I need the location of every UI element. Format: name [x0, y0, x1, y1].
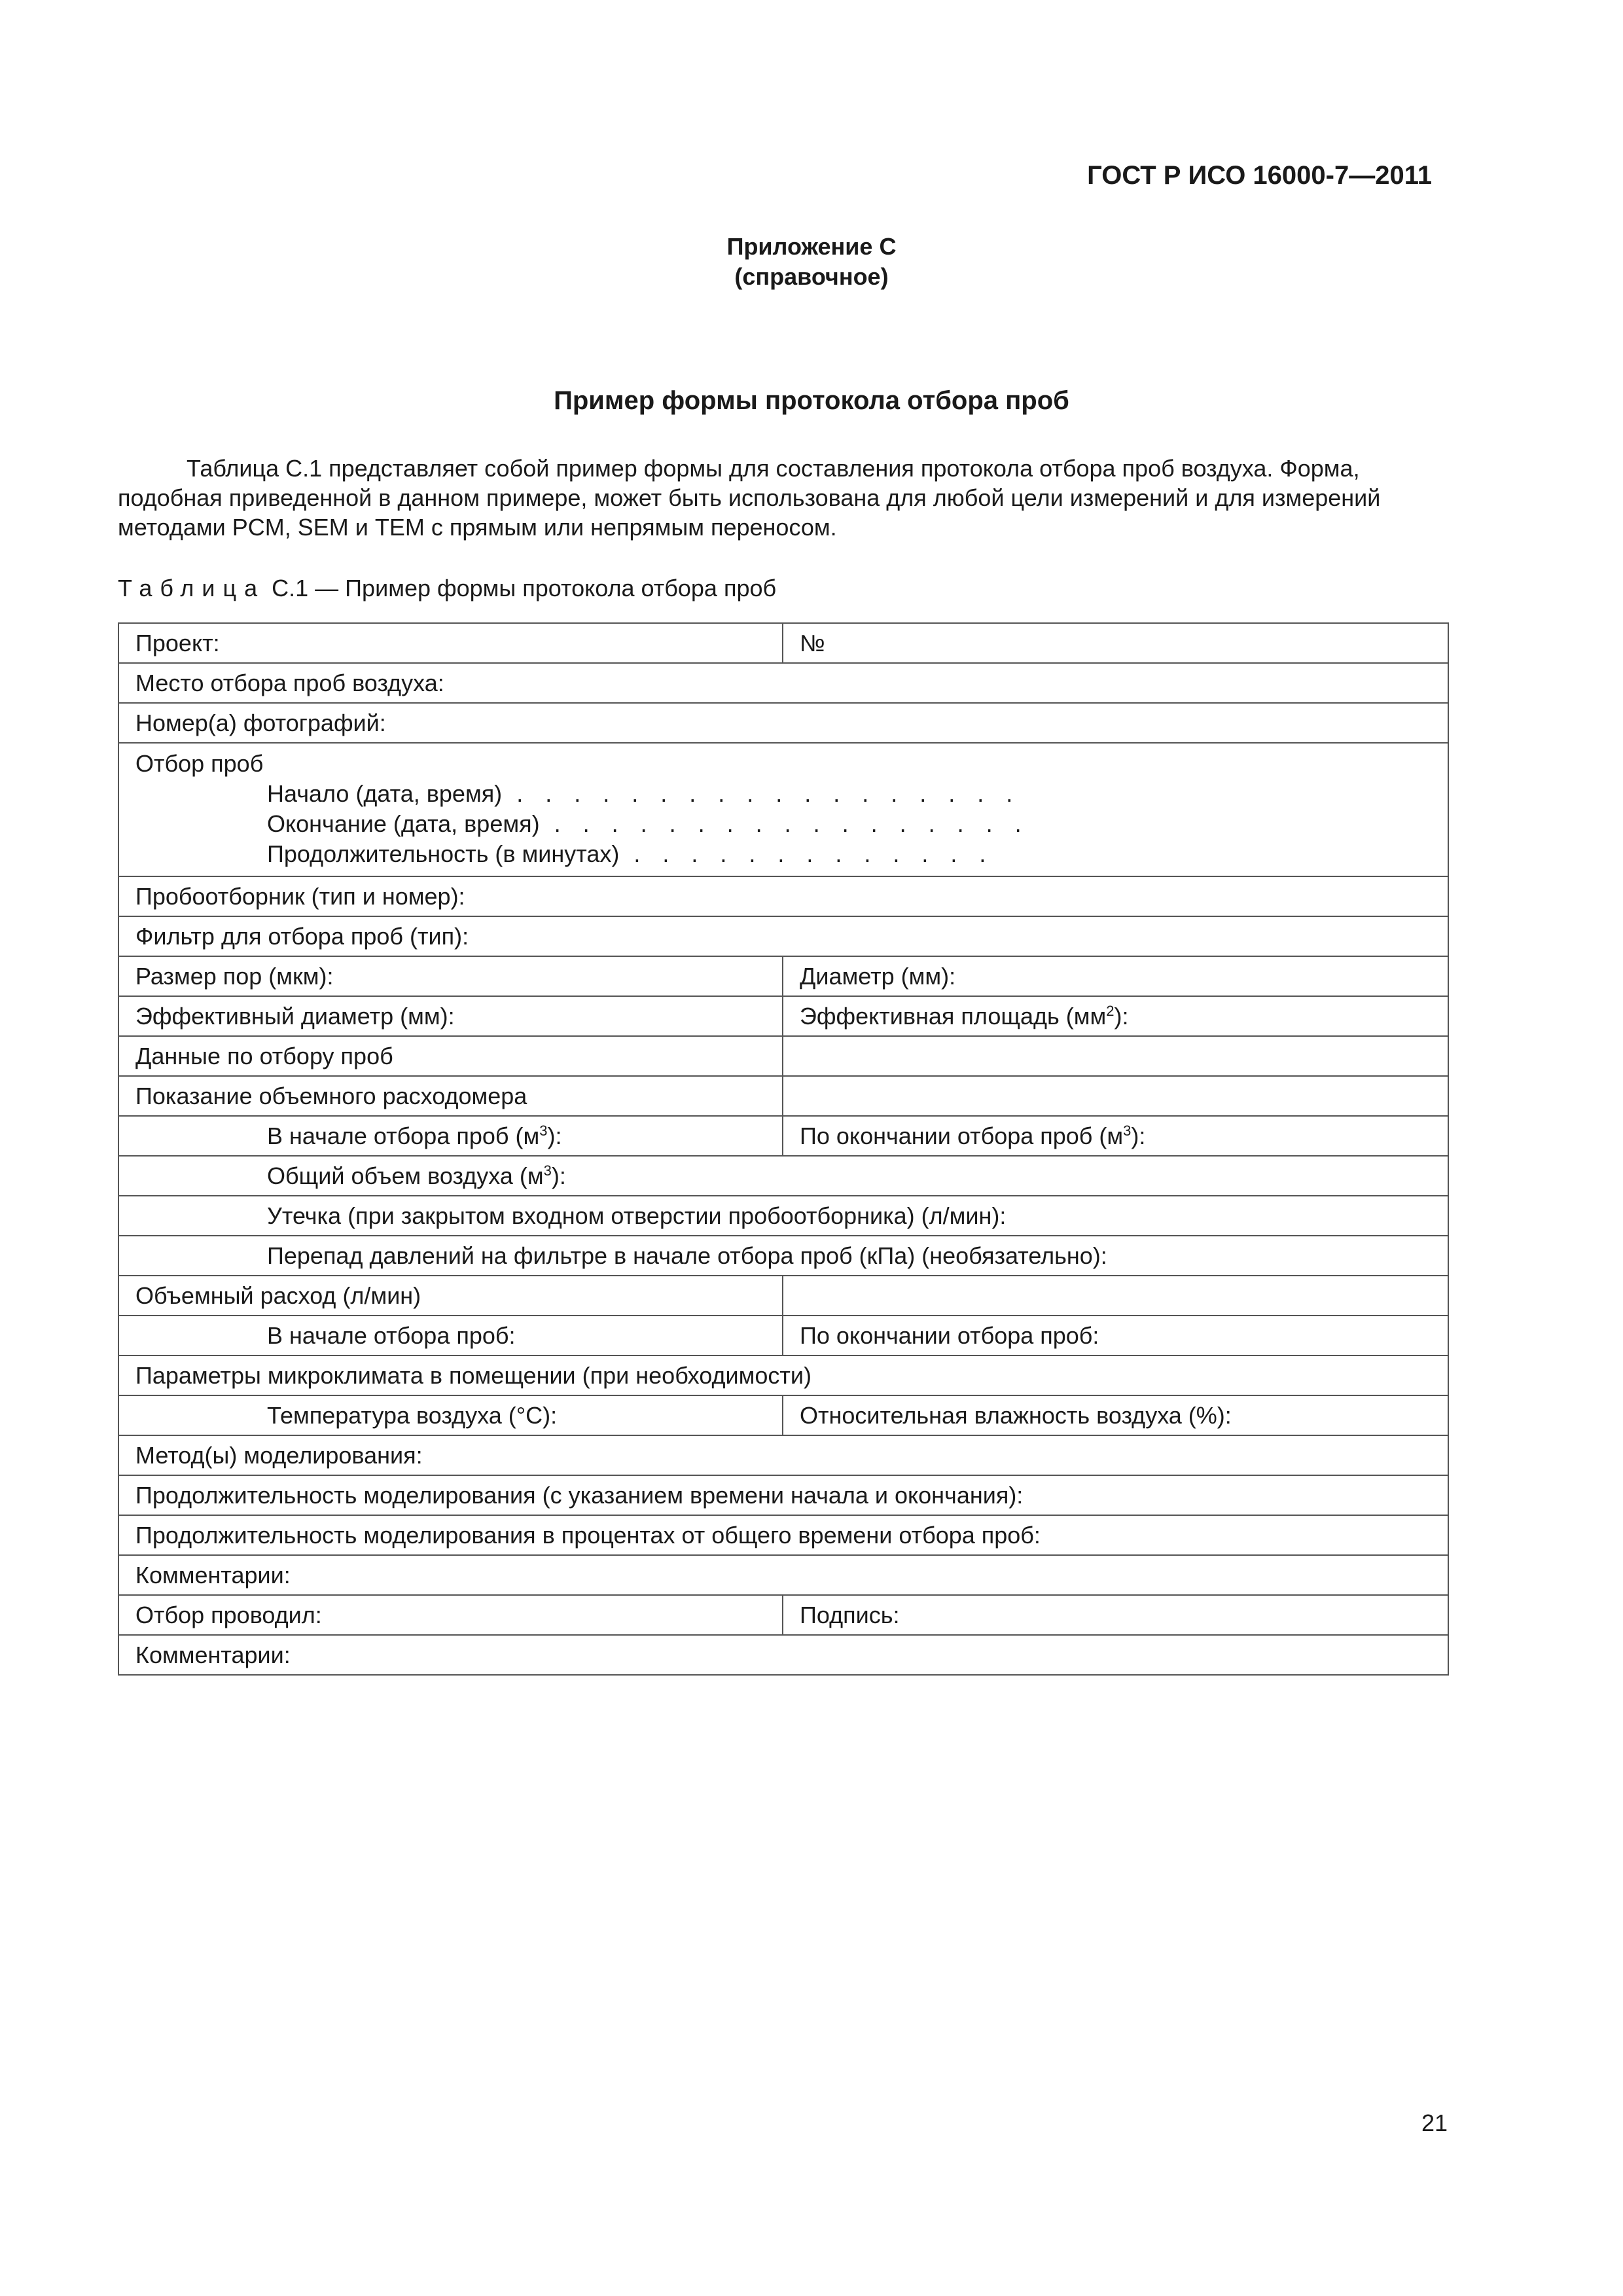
- start-volume-field[interactable]: [118, 1116, 783, 1156]
- total-volume-field[interactable]: [118, 1156, 1448, 1196]
- pressure-drop-field[interactable]: Перепад давлений на фильтре в начале отбора проб (кПа) (необязательно):: [118, 1236, 1448, 1276]
- simulation-duration-field[interactable]: Продолжительность моделирования (с указанием времени начала и окончания):: [118, 1475, 1448, 1515]
- table-row: [118, 1435, 1448, 1475]
- microclimate-label: Параметры микроклимата в помещении (при необходимости): [118, 1355, 1448, 1395]
- filter-field[interactable]: Фильтр для отбора проб (тип):: [118, 916, 1448, 956]
- comments-field[interactable]: Комментарии:: [118, 1555, 1448, 1595]
- sampling-block: [118, 743, 1448, 876]
- empty-cell[interactable]: [783, 1036, 1448, 1076]
- superscript: 3: [543, 1162, 552, 1179]
- table-row: [118, 956, 1448, 996]
- empty-cell[interactable]: [783, 1276, 1448, 1316]
- appendix-title: Приложение С: [726, 233, 897, 260]
- table-row: [118, 1555, 1448, 1595]
- table-row: [118, 1076, 1448, 1116]
- table-row: [118, 996, 1448, 1036]
- table-caption-label: Таблица: [118, 575, 266, 601]
- project-field[interactable]: Проект:: [118, 623, 783, 663]
- sampled-by-field[interactable]: Отбор проводил:: [118, 1595, 783, 1635]
- sampling-duration-line[interactable]: [135, 839, 1448, 869]
- sampling-title: Отбор проб: [135, 750, 264, 777]
- table-caption: [118, 575, 776, 602]
- table-row: [118, 703, 1448, 743]
- table-row: [118, 1395, 1448, 1435]
- table-row: [118, 743, 1448, 876]
- humidity-field[interactable]: Относительная влажность воздуха (%):: [783, 1395, 1448, 1435]
- dot-leader: . . . . . . . . . . . . . . . . . .: [502, 780, 1021, 807]
- sampling-data-label: Данные по отбору проб: [118, 1036, 783, 1076]
- table-row: [118, 1515, 1448, 1555]
- table-row: [118, 663, 1448, 703]
- page-number: 21: [1421, 2109, 1448, 2136]
- effective-area-field[interactable]: [783, 996, 1448, 1036]
- end-volume-label: По окончании отбора проб (м: [800, 1122, 1124, 1149]
- intro-line: Таблица С.1 представляет собой пример формы для составления протокола отбора проб воздуха. Форма,: [187, 455, 1360, 482]
- label-end: ):: [547, 1122, 562, 1149]
- photos-field[interactable]: Номер(а) фотографий:: [118, 703, 1448, 743]
- pore-size-field[interactable]: Размер пор (мкм):: [118, 956, 783, 996]
- final-comments-field[interactable]: Комментарии:: [118, 1635, 1448, 1675]
- sampling-end-line[interactable]: [135, 809, 1448, 839]
- effective-area-label: Эффективная площадь (мм: [800, 1002, 1107, 1030]
- sampling-start-line[interactable]: [135, 779, 1448, 809]
- table-row: [118, 1276, 1448, 1316]
- superscript: 3: [539, 1122, 548, 1139]
- label-end: ):: [551, 1162, 566, 1189]
- table-caption-text: С.1 — Пример формы протокола отбора проб: [265, 575, 777, 601]
- superscript: 2: [1106, 1002, 1115, 1019]
- sampling-end-label: Окончание (дата, время): [267, 810, 540, 837]
- table-row: [118, 1355, 1448, 1395]
- sampling-duration-label: Продолжительность (в минутах): [267, 840, 620, 867]
- table-row: [118, 1316, 1448, 1355]
- simulation-methods-field[interactable]: Метод(ы) моделирования:: [118, 1435, 1448, 1475]
- flowmeter-label: Показание объемного расходомера: [118, 1076, 783, 1116]
- table-row: [118, 1156, 1448, 1196]
- leak-field[interactable]: Утечка (при закрытом входном отверстии пробоотборника) (л/мин):: [118, 1196, 1448, 1236]
- table-row: [118, 1475, 1448, 1515]
- label-end: ):: [1131, 1122, 1146, 1149]
- end-volume-field[interactable]: [783, 1116, 1448, 1156]
- flow-start-field[interactable]: В начале отбора проб:: [118, 1316, 783, 1355]
- table-row: [118, 1116, 1448, 1156]
- table-row: [118, 623, 1448, 663]
- table-row: [118, 876, 1448, 916]
- intro-line: подобная приведенной в данном примере, может быть использована для любой цели измерений и для измерений: [118, 484, 1381, 511]
- label-end: ):: [1114, 1002, 1129, 1030]
- number-field[interactable]: №: [783, 623, 1448, 663]
- temperature-field[interactable]: Температура воздуха (°С):: [118, 1395, 783, 1435]
- table-row: [118, 1595, 1448, 1635]
- dot-leader: . . . . . . . . . . . . . . . . .: [539, 810, 1029, 837]
- total-volume-label: Общий объем воздуха (м: [267, 1162, 544, 1189]
- document-code: ГОСТ Р ИСО 16000-7—2011: [1087, 161, 1432, 190]
- superscript: 3: [1123, 1122, 1132, 1139]
- sampling-start-label: Начало (дата, время): [267, 780, 503, 807]
- intro-line: методами PCM, SEM и TEM с прямым или непрямым переносом.: [118, 514, 837, 541]
- intro-paragraph: [118, 454, 1453, 542]
- effective-diameter-field[interactable]: Эффективный диаметр (мм):: [118, 996, 783, 1036]
- flow-end-field[interactable]: По окончании отбора проб:: [783, 1316, 1448, 1355]
- empty-cell[interactable]: [783, 1076, 1448, 1116]
- table-row: [118, 1236, 1448, 1276]
- dot-leader: . . . . . . . . . . . . .: [619, 840, 994, 867]
- appendix-status: (справочное): [734, 263, 889, 290]
- table-row: [118, 1036, 1448, 1076]
- sampling-protocol-form: [118, 622, 1449, 1676]
- sampler-field[interactable]: Пробоотборник (тип и номер):: [118, 876, 1448, 916]
- diameter-field[interactable]: Диаметр (мм):: [783, 956, 1448, 996]
- table-row: [118, 1635, 1448, 1675]
- table-row: [118, 916, 1448, 956]
- flow-rate-label: Объемный расход (л/мин): [118, 1276, 783, 1316]
- signature-field[interactable]: Подпись:: [783, 1595, 1448, 1635]
- start-volume-label: В начале отбора проб (м: [267, 1122, 540, 1149]
- simulation-percent-field[interactable]: Продолжительность моделирования в процентах от общего времени отбора проб:: [118, 1515, 1448, 1555]
- location-field[interactable]: Место отбора проб воздуха:: [118, 663, 1448, 703]
- table-row: [118, 1196, 1448, 1236]
- section-title: Пример формы протокола отбора проб: [554, 386, 1069, 415]
